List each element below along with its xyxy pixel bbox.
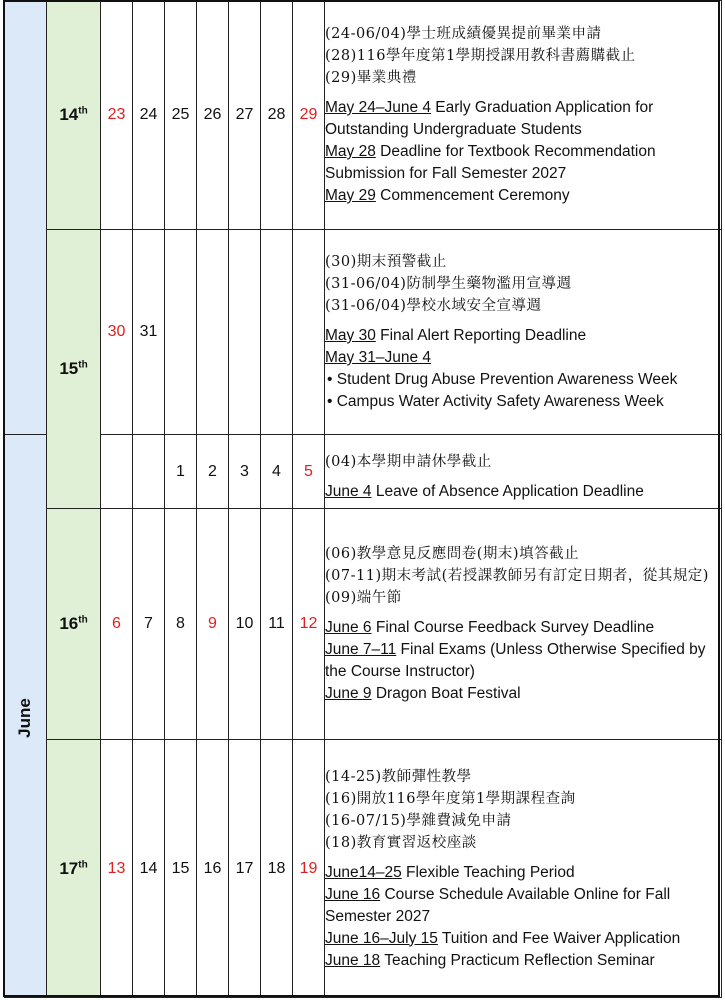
- day-cell: 4: [261, 435, 293, 509]
- zh-event: (07-11)期末考試(若授課教師另有訂定日期者，從其規定): [325, 568, 709, 584]
- day-cell: 26: [197, 1, 229, 230]
- en-event: June14–25 Flexible Teaching Period: [325, 863, 575, 881]
- week-label: 15th: [47, 230, 101, 509]
- day-cell: [133, 435, 165, 509]
- en-bullet: • Campus Water Activity Safety Awareness Week: [327, 393, 664, 410]
- zh-event: (30)期末預警截止: [325, 254, 447, 270]
- en-event: May 31–June 4: [325, 349, 431, 366]
- zh-event: (31-06/04)防制學生藥物濫用宣導週: [325, 276, 572, 292]
- day-cell: 8: [165, 509, 197, 740]
- zh-event: (18)教育實習返校座談: [325, 834, 477, 851]
- events-cell: [325, 1, 722, 230]
- events-cell: [325, 230, 722, 435]
- en-event: June 7–11 Final Exams (Unless Otherwise Specified by the Course Instructor): [325, 641, 706, 680]
- en-event: June 18 Teaching Practicum Reflection Seminar: [325, 951, 655, 969]
- day-cell: 3: [229, 435, 261, 509]
- day-cell: 7: [133, 509, 165, 740]
- week-label: 16th: [47, 509, 101, 740]
- day-cell: 15: [165, 740, 197, 998]
- day-cell: 13: [101, 740, 133, 998]
- day-cell: [229, 230, 261, 435]
- day-cell: 9: [197, 509, 229, 740]
- events-cell: [325, 740, 722, 998]
- day-cell: 17: [229, 740, 261, 998]
- week-row-17: [5, 740, 722, 998]
- day-cell: [293, 230, 325, 435]
- en-bullet: • Student Drug Abuse Prevention Awareness Week: [327, 371, 678, 388]
- zh-event: (16)開放116學年度第1學期課程查詢: [325, 790, 576, 807]
- month-label: June: [15, 698, 34, 738]
- en-event: May 30 Final Alert Reporting Deadline: [325, 327, 587, 344]
- day-cell: [261, 230, 293, 435]
- week-row-15: [5, 230, 722, 435]
- en-event: May 28 Deadline for Textbook Recommendation Submission for Fall Semester 2027: [325, 143, 656, 182]
- week-label: 14th: [47, 1, 101, 230]
- zh-event: (31-06/04)學校水域安全宣導週: [325, 298, 542, 314]
- day-cell: 5: [293, 435, 325, 509]
- day-cell: 18: [261, 740, 293, 998]
- day-cell: 10: [229, 509, 261, 740]
- day-cell: 2: [197, 435, 229, 509]
- en-event: May 24–June 4 Early Graduation Application for Outstanding Undergraduate Students: [325, 99, 654, 138]
- zh-event: (24-06/04)學士班成績優異提前畢業申請: [325, 26, 602, 42]
- day-cell: 27: [229, 1, 261, 230]
- en-event: June 9 Dragon Boat Festival: [325, 685, 521, 702]
- day-cell: 19: [293, 740, 325, 998]
- day-cell: 12: [293, 509, 325, 740]
- month-cell-may: [5, 1, 47, 435]
- day-cell: 24: [133, 1, 165, 230]
- day-cell: 11: [261, 509, 293, 740]
- day-cell: 29: [293, 1, 325, 230]
- zh-event: (04)本學期申請休學截止: [325, 453, 492, 470]
- day-cell: 31: [133, 230, 165, 435]
- en-event: June 6 Final Course Feedback Survey Deadline: [325, 619, 655, 636]
- day-cell: [101, 435, 133, 509]
- day-cell: 14: [133, 740, 165, 998]
- day-cell: 1: [165, 435, 197, 509]
- day-cell: 28: [261, 1, 293, 230]
- en-event: June 16 Course Schedule Available Online for Fall Semester 2027: [325, 885, 671, 925]
- day-cell: 6: [101, 509, 133, 740]
- week-row-15-june: [5, 435, 722, 509]
- events-cell: [325, 435, 722, 509]
- zh-event: (16-07/15)學雜費減免申請: [325, 812, 512, 829]
- week-label: 17th: [47, 740, 101, 998]
- week-row-16: [5, 509, 722, 740]
- day-cell: 16: [197, 740, 229, 998]
- week-row-14: [5, 1, 722, 230]
- day-cell: [197, 230, 229, 435]
- zh-event: (14-25)教師彈性教學: [325, 768, 472, 785]
- day-cell: 23: [101, 1, 133, 230]
- zh-event: (28)116學年度第1學期授課用教科書薦購截止: [325, 48, 636, 64]
- zh-event: (06)教學意見反應問卷(期末)填答截止: [325, 546, 580, 562]
- en-event: June 16–July 15 Tuition and Fee Waiver Application: [325, 929, 681, 947]
- zh-event: (29)畢業典禮: [325, 70, 417, 86]
- en-event: May 29 Commencement Ceremony: [325, 187, 570, 204]
- events-cell: [325, 509, 722, 740]
- calendar-table: [4, 0, 722, 998]
- day-cell: 25: [165, 1, 197, 230]
- zh-event: (09)端午節: [325, 590, 402, 606]
- en-event: June 4 Leave of Absence Application Deadline: [325, 482, 644, 500]
- day-cell: 30: [101, 230, 133, 435]
- day-cell: [165, 230, 197, 435]
